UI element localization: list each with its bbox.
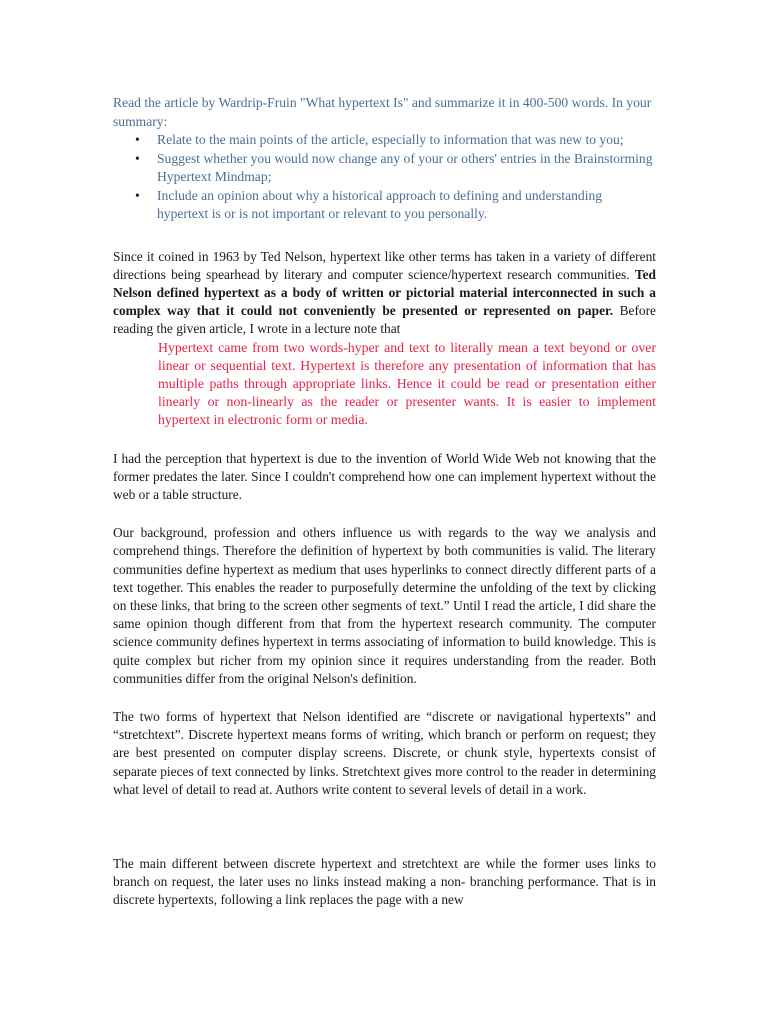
lecture-note-quote: Hypertext came from two words-hyper and text to literally mean a text beyond or over linear or sequential text. Hypertext is therefore any presentation of information that has multiple paths through appropriate links. Hence it could be read or presentation either linearly or non-linearly as the reader or presenter wants. It is easier to implement hypertext in electronic form or media. (158, 339, 656, 428)
assignment-instructions (113, 94, 656, 224)
paragraph-forms: The two forms of hypertext that Nelson identified are “discrete or navigational hypertexts” and “stretchtext”. Discrete hypertext means forms of writing, which branch or perform on request; they are best presented on computer display screens. Discrete, or chunk style, hypertexts consist of separate pieces of text connected by links. Stretchtext gives more control to the reader in determining what level of detail to read at. Authors write content to several levels of detail in a work. (113, 708, 656, 797)
instructions-list (113, 131, 656, 224)
paragraph-differences: The main different between discrete hypertext and stretchtext are while the former uses links to branch on request, the later uses no links instead making a non- branching performance. That is in discrete hypertexts, following a link replaces the page with a new (113, 855, 656, 908)
instructions-intro: Read the article by Wardrip-Fruin "What hypertext Is" and summarize it in 400-500 words. In your summary: (113, 95, 652, 129)
instruction-bullet: • Suggest whether you would now change any of your or others' entries in the Brainstorming Hypertext Mindmap; (157, 150, 656, 187)
instruction-bullet: • Relate to the main points of the article, especially to information that was new to you; (157, 131, 656, 150)
paragraph-intro-text-a: Since it coined in 1963 by Ted Nelson, hypertext like other terms has taken in a variety of different directions being spearhead by literary and computer science/hypertext research communities. (113, 248, 656, 282)
paragraph-intro (113, 248, 656, 339)
paragraph-intro-text-b: Before reading the given article, I wrote in a lecture note that (113, 303, 657, 337)
paragraph-communities: Our background, profession and others influence us with regards to the way we analysis and comprehend things. Therefore the definition of hypertext by both communities is valid. The literary communities define hypertext as medium that uses hyperlinks to connect directly different parts of a text together. This enables the reader to purposefully determine the unfolding of the text by clicking on these links, that bring to the screen other segments of text.” Until I read the article, I did share the same opinion though different from that from the hypertext research community. The computer science community defines hypertext in terms associating of information to build knowledge. This is quite complex but richer from my opinion since it requires understanding from the reader. Both communities differ from the original Nelson's definition. (113, 525, 656, 686)
document-page (113, 94, 656, 910)
nelson-definition: Ted Nelson defined hypertext as a body of written or pictorial material interconnected in such a complex way that it could not conveniently be presented or represented on paper. (113, 266, 656, 319)
paragraph-perception: I had the perception that hypertext is due to the invention of World Wide Web not knowing that the former predates the later. Since I couldn't comprehend how one can implement hypertext without the web or a table structure. (113, 450, 656, 502)
instruction-bullet: • Include an opinion about why a historical approach to defining and understanding hypertext is or is not important or relevant to you personally. (157, 187, 656, 224)
